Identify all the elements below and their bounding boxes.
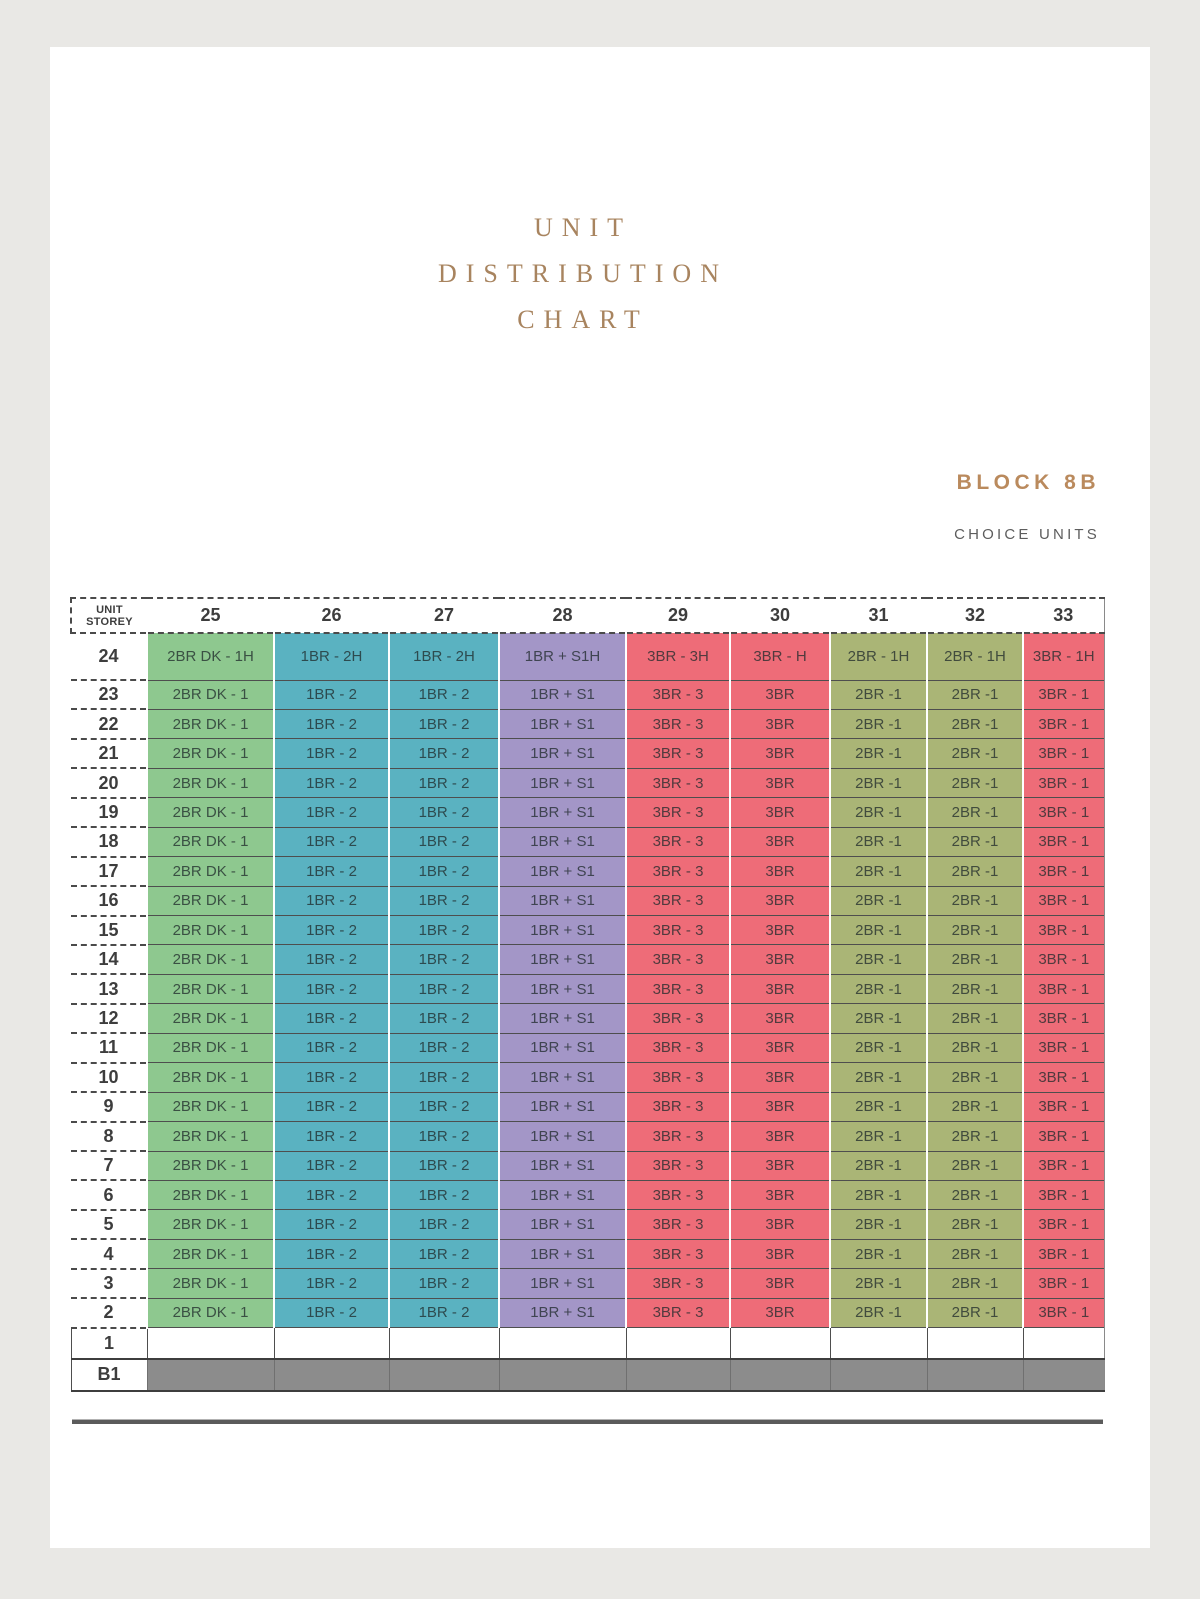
storey-label-14: 14 (71, 945, 147, 974)
cell-30-5: 3BR (730, 1210, 830, 1239)
cell-28-8: 1BR + S1 (499, 1122, 626, 1151)
cell-31-7: 2BR -1 (830, 1151, 927, 1180)
cell-25-2: 2BR DK - 1 (147, 1298, 274, 1327)
cell-27-20: 1BR - 2 (389, 768, 499, 797)
cell-29-17: 3BR - 3 (626, 857, 730, 886)
cell-25-21: 2BR DK - 1 (147, 739, 274, 768)
cell-26-11: 1BR - 2 (274, 1033, 389, 1062)
cell-27-2: 1BR - 2 (389, 1298, 499, 1327)
page (50, 47, 1150, 1548)
table-row-6 (71, 1180, 1104, 1209)
storey-label-10: 10 (71, 1063, 147, 1092)
cell-27-22: 1BR - 2 (389, 709, 499, 738)
cell-28-14: 1BR + S1 (499, 945, 626, 974)
cell-28-16: 1BR + S1 (499, 886, 626, 915)
cell-26-18: 1BR - 2 (274, 827, 389, 856)
cell-31-8: 2BR -1 (830, 1122, 927, 1151)
storey-label-23: 23 (71, 680, 147, 709)
table-row-B1 (71, 1359, 1104, 1391)
cell-30-7: 3BR (730, 1151, 830, 1180)
cell-30-17: 3BR (730, 857, 830, 886)
cell-25-7: 2BR DK - 1 (147, 1151, 274, 1180)
storey-label-21: 21 (71, 739, 147, 768)
table-row-8 (71, 1122, 1104, 1151)
cell-25-6: 2BR DK - 1 (147, 1180, 274, 1209)
unit-table (70, 597, 1105, 1392)
cell-25-11: 2BR DK - 1 (147, 1033, 274, 1062)
cell-25-B1 (147, 1359, 274, 1391)
cell-27-8: 1BR - 2 (389, 1122, 499, 1151)
table-row-16 (71, 886, 1104, 915)
table-row-20 (71, 768, 1104, 797)
cell-28-7: 1BR + S1 (499, 1151, 626, 1180)
cell-30-18: 3BR (730, 827, 830, 856)
cell-29-19: 3BR - 3 (626, 798, 730, 827)
cell-29-16: 3BR - 3 (626, 886, 730, 915)
cell-25-18: 2BR DK - 1 (147, 827, 274, 856)
cell-26-13: 1BR - 2 (274, 974, 389, 1003)
cell-32-9: 2BR -1 (927, 1092, 1023, 1121)
cell-33-4: 3BR - 1 (1023, 1239, 1104, 1268)
cell-26-6: 1BR - 2 (274, 1180, 389, 1209)
cell-25-9: 2BR DK - 1 (147, 1092, 274, 1121)
cell-26-8: 1BR - 2 (274, 1122, 389, 1151)
storey-label-6: 6 (71, 1180, 147, 1209)
cell-29-B1 (626, 1359, 730, 1391)
cell-32-3: 2BR -1 (927, 1269, 1023, 1298)
cell-27-15: 1BR - 2 (389, 916, 499, 945)
cell-33-13: 3BR - 1 (1023, 974, 1104, 1003)
cell-30-13: 3BR (730, 974, 830, 1003)
storey-label-5: 5 (71, 1210, 147, 1239)
storey-label-7: 7 (71, 1151, 147, 1180)
cell-32-5: 2BR -1 (927, 1210, 1023, 1239)
cell-31-4: 2BR -1 (830, 1239, 927, 1268)
cell-33-14: 3BR - 1 (1023, 945, 1104, 974)
cell-30-2: 3BR (730, 1298, 830, 1327)
column-header-31: 31 (830, 598, 927, 633)
cell-33-8: 3BR - 1 (1023, 1122, 1104, 1151)
table-row-15 (71, 916, 1104, 945)
column-header-26: 26 (274, 598, 389, 633)
cell-28-1 (499, 1328, 626, 1359)
cell-29-18: 3BR - 3 (626, 827, 730, 856)
cell-27-7: 1BR - 2 (389, 1151, 499, 1180)
cell-29-13: 3BR - 3 (626, 974, 730, 1003)
cell-32-21: 2BR -1 (927, 739, 1023, 768)
cell-32-16: 2BR -1 (927, 886, 1023, 915)
cell-31-20: 2BR -1 (830, 768, 927, 797)
cell-27-1 (389, 1328, 499, 1359)
column-header-27: 27 (389, 598, 499, 633)
cell-29-24: 3BR - 3H (626, 633, 730, 680)
cell-29-22: 3BR - 3 (626, 709, 730, 738)
cell-33-17: 3BR - 1 (1023, 857, 1104, 886)
cell-32-18: 2BR -1 (927, 827, 1023, 856)
cell-30-23: 3BR (730, 680, 830, 709)
cell-31-10: 2BR -1 (830, 1063, 927, 1092)
cell-28-24: 1BR + S1H (499, 633, 626, 680)
cell-28-18: 1BR + S1 (499, 827, 626, 856)
cell-31-24: 2BR - 1H (830, 633, 927, 680)
cell-32-24: 2BR - 1H (927, 633, 1023, 680)
cell-29-7: 3BR - 3 (626, 1151, 730, 1180)
cell-27-5: 1BR - 2 (389, 1210, 499, 1239)
cell-30-1 (730, 1328, 830, 1359)
cell-29-15: 3BR - 3 (626, 916, 730, 945)
cell-31-17: 2BR -1 (830, 857, 927, 886)
cell-31-1 (830, 1328, 927, 1359)
cell-30-14: 3BR (730, 945, 830, 974)
cell-25-12: 2BR DK - 1 (147, 1004, 274, 1033)
cell-29-3: 3BR - 3 (626, 1269, 730, 1298)
cell-31-14: 2BR -1 (830, 945, 927, 974)
cell-28-13: 1BR + S1 (499, 974, 626, 1003)
cell-29-21: 3BR - 3 (626, 739, 730, 768)
cell-28-B1 (499, 1359, 626, 1391)
cell-25-15: 2BR DK - 1 (147, 916, 274, 945)
column-header-32: 32 (927, 598, 1023, 633)
column-header-30: 30 (730, 598, 830, 633)
table-row-3 (71, 1269, 1104, 1298)
cell-25-14: 2BR DK - 1 (147, 945, 274, 974)
cell-25-16: 2BR DK - 1 (147, 886, 274, 915)
cell-26-17: 1BR - 2 (274, 857, 389, 886)
cell-28-2: 1BR + S1 (499, 1298, 626, 1327)
cell-27-9: 1BR - 2 (389, 1092, 499, 1121)
cell-28-23: 1BR + S1 (499, 680, 626, 709)
cell-33-6: 3BR - 1 (1023, 1180, 1104, 1209)
cell-32-2: 2BR -1 (927, 1298, 1023, 1327)
cell-32-17: 2BR -1 (927, 857, 1023, 886)
table-row-14 (71, 945, 1104, 974)
table-row-21 (71, 739, 1104, 768)
cell-29-5: 3BR - 3 (626, 1210, 730, 1239)
cell-25-8: 2BR DK - 1 (147, 1122, 274, 1151)
cell-33-22: 3BR - 1 (1023, 709, 1104, 738)
cell-30-19: 3BR (730, 798, 830, 827)
cell-31-22: 2BR -1 (830, 709, 927, 738)
cell-30-B1 (730, 1359, 830, 1391)
cell-33-3: 3BR - 1 (1023, 1269, 1104, 1298)
cell-27-13: 1BR - 2 (389, 974, 499, 1003)
storey-label-11: 11 (71, 1033, 147, 1062)
cell-26-12: 1BR - 2 (274, 1004, 389, 1033)
table-row-13 (71, 974, 1104, 1003)
storey-label-12: 12 (71, 1004, 147, 1033)
cell-31-15: 2BR -1 (830, 916, 927, 945)
column-header-29: 29 (626, 598, 730, 633)
cell-32-20: 2BR -1 (927, 768, 1023, 797)
table-row-17 (71, 857, 1104, 886)
cell-31-23: 2BR -1 (830, 680, 927, 709)
table-row-2 (71, 1298, 1104, 1327)
storey-label-17: 17 (71, 857, 147, 886)
storey-label-20: 20 (71, 768, 147, 797)
storey-label-16: 16 (71, 886, 147, 915)
cell-25-19: 2BR DK - 1 (147, 798, 274, 827)
cell-27-23: 1BR - 2 (389, 680, 499, 709)
cell-26-2: 1BR - 2 (274, 1298, 389, 1327)
cell-25-5: 2BR DK - 1 (147, 1210, 274, 1239)
cell-28-20: 1BR + S1 (499, 768, 626, 797)
cell-33-23: 3BR - 1 (1023, 680, 1104, 709)
cell-32-15: 2BR -1 (927, 916, 1023, 945)
cell-31-12: 2BR -1 (830, 1004, 927, 1033)
cell-33-15: 3BR - 1 (1023, 916, 1104, 945)
storey-label-15: 15 (71, 916, 147, 945)
cell-28-5: 1BR + S1 (499, 1210, 626, 1239)
cell-27-19: 1BR - 2 (389, 798, 499, 827)
cell-26-3: 1BR - 2 (274, 1269, 389, 1298)
storey-label-4: 4 (71, 1239, 147, 1268)
cell-33-21: 3BR - 1 (1023, 739, 1104, 768)
cell-32-B1 (927, 1359, 1023, 1391)
subtitle-choice-units: CHOICE UNITS (954, 526, 1100, 543)
cell-33-11: 3BR - 1 (1023, 1033, 1104, 1062)
cell-31-5: 2BR -1 (830, 1210, 927, 1239)
cell-32-13: 2BR -1 (927, 974, 1023, 1003)
column-header-33: 33 (1023, 598, 1104, 633)
cell-33-20: 3BR - 1 (1023, 768, 1104, 797)
page-title (33, 205, 1133, 343)
cell-31-18: 2BR -1 (830, 827, 927, 856)
cell-32-12: 2BR -1 (927, 1004, 1023, 1033)
cell-28-11: 1BR + S1 (499, 1033, 626, 1062)
cell-30-22: 3BR (730, 709, 830, 738)
cell-25-3: 2BR DK - 1 (147, 1269, 274, 1298)
cell-29-10: 3BR - 3 (626, 1063, 730, 1092)
cell-29-11: 3BR - 3 (626, 1033, 730, 1062)
cell-27-10: 1BR - 2 (389, 1063, 499, 1092)
block-label: BLOCK 8B (956, 471, 1100, 494)
cell-27-21: 1BR - 2 (389, 739, 499, 768)
cell-32-11: 2BR -1 (927, 1033, 1023, 1062)
cell-28-17: 1BR + S1 (499, 857, 626, 886)
storey-label-24: 24 (71, 633, 147, 680)
cell-33-B1 (1023, 1359, 1104, 1391)
cell-26-23: 1BR - 2 (274, 680, 389, 709)
cell-27-12: 1BR - 2 (389, 1004, 499, 1033)
cell-28-21: 1BR + S1 (499, 739, 626, 768)
cell-28-4: 1BR + S1 (499, 1239, 626, 1268)
table-row-12 (71, 1004, 1104, 1033)
page-title-line-1: UNIT (533, 213, 633, 242)
table-row-18 (71, 827, 1104, 856)
cell-25-17: 2BR DK - 1 (147, 857, 274, 886)
storey-label-18: 18 (71, 827, 147, 856)
storey-label-19: 19 (71, 798, 147, 827)
cell-30-16: 3BR (730, 886, 830, 915)
cell-26-4: 1BR - 2 (274, 1239, 389, 1268)
cell-25-20: 2BR DK - 1 (147, 768, 274, 797)
cell-28-3: 1BR + S1 (499, 1269, 626, 1298)
cell-29-4: 3BR - 3 (626, 1239, 730, 1268)
table-row-7 (71, 1151, 1104, 1180)
cell-33-10: 3BR - 1 (1023, 1063, 1104, 1092)
table-row-22 (71, 709, 1104, 738)
cell-30-9: 3BR (730, 1092, 830, 1121)
table-row-11 (71, 1033, 1104, 1062)
cell-32-8: 2BR -1 (927, 1122, 1023, 1151)
cell-28-12: 1BR + S1 (499, 1004, 626, 1033)
cell-32-22: 2BR -1 (927, 709, 1023, 738)
cell-30-4: 3BR (730, 1239, 830, 1268)
storey-label-3: 3 (71, 1269, 147, 1298)
cell-29-8: 3BR - 3 (626, 1122, 730, 1151)
table-row-23 (71, 680, 1104, 709)
cell-29-23: 3BR - 3 (626, 680, 730, 709)
cell-28-6: 1BR + S1 (499, 1180, 626, 1209)
storey-label-1: 1 (71, 1328, 147, 1359)
cell-31-6: 2BR -1 (830, 1180, 927, 1209)
cell-25-24: 2BR DK - 1H (147, 633, 274, 680)
storey-label-B1: B1 (71, 1359, 147, 1391)
cell-27-18: 1BR - 2 (389, 827, 499, 856)
cell-32-6: 2BR -1 (927, 1180, 1023, 1209)
cell-26-7: 1BR - 2 (274, 1151, 389, 1180)
cell-25-4: 2BR DK - 1 (147, 1239, 274, 1268)
cell-31-3: 2BR -1 (830, 1269, 927, 1298)
cell-30-6: 3BR (730, 1180, 830, 1209)
cell-29-1 (626, 1328, 730, 1359)
cell-33-1 (1023, 1328, 1104, 1359)
storey-label-9: 9 (71, 1092, 147, 1121)
cell-27-17: 1BR - 2 (389, 857, 499, 886)
cell-26-10: 1BR - 2 (274, 1063, 389, 1092)
page-title-line-2: DISTRIBUTION (438, 259, 728, 288)
cell-26-9: 1BR - 2 (274, 1092, 389, 1121)
cell-26-20: 1BR - 2 (274, 768, 389, 797)
table-row-10 (71, 1063, 1104, 1092)
cell-32-4: 2BR -1 (927, 1239, 1023, 1268)
corner-label: UNIT STOREY (71, 598, 147, 633)
cell-30-8: 3BR (730, 1122, 830, 1151)
table-row-4 (71, 1239, 1104, 1268)
cell-28-9: 1BR + S1 (499, 1092, 626, 1121)
cell-26-21: 1BR - 2 (274, 739, 389, 768)
cell-27-4: 1BR - 2 (389, 1239, 499, 1268)
cell-33-9: 3BR - 1 (1023, 1092, 1104, 1121)
cell-32-10: 2BR -1 (927, 1063, 1023, 1092)
cell-29-9: 3BR - 3 (626, 1092, 730, 1121)
bottom-rule (72, 1419, 1103, 1424)
cell-27-24: 1BR - 2H (389, 633, 499, 680)
cell-30-21: 3BR (730, 739, 830, 768)
cell-26-5: 1BR - 2 (274, 1210, 389, 1239)
storey-label-22: 22 (71, 709, 147, 738)
page-title-line-3: CHART (517, 305, 649, 334)
cell-28-19: 1BR + S1 (499, 798, 626, 827)
cell-29-6: 3BR - 3 (626, 1180, 730, 1209)
cell-28-10: 1BR + S1 (499, 1063, 626, 1092)
unit-distribution-table-wrap (70, 597, 1105, 1392)
cell-26-24: 1BR - 2H (274, 633, 389, 680)
cell-27-B1 (389, 1359, 499, 1391)
cell-33-16: 3BR - 1 (1023, 886, 1104, 915)
cell-31-16: 2BR -1 (830, 886, 927, 915)
storey-label-2: 2 (71, 1298, 147, 1327)
cell-31-19: 2BR -1 (830, 798, 927, 827)
cell-33-2: 3BR - 1 (1023, 1298, 1104, 1327)
cell-31-2: 2BR -1 (830, 1298, 927, 1327)
cell-26-14: 1BR - 2 (274, 945, 389, 974)
cell-33-24: 3BR - 1H (1023, 633, 1104, 680)
cell-33-18: 3BR - 1 (1023, 827, 1104, 856)
cell-31-21: 2BR -1 (830, 739, 927, 768)
cell-25-22: 2BR DK - 1 (147, 709, 274, 738)
cell-26-B1 (274, 1359, 389, 1391)
cell-27-6: 1BR - 2 (389, 1180, 499, 1209)
column-header-25: 25 (147, 598, 274, 633)
cell-30-20: 3BR (730, 768, 830, 797)
cell-33-7: 3BR - 1 (1023, 1151, 1104, 1180)
table-row-1 (71, 1328, 1104, 1359)
cell-31-B1 (830, 1359, 927, 1391)
cell-30-3: 3BR (730, 1269, 830, 1298)
cell-30-15: 3BR (730, 916, 830, 945)
cell-30-12: 3BR (730, 1004, 830, 1033)
storey-label-8: 8 (71, 1122, 147, 1151)
cell-33-19: 3BR - 1 (1023, 798, 1104, 827)
cell-29-20: 3BR - 3 (626, 768, 730, 797)
cell-32-7: 2BR -1 (927, 1151, 1023, 1180)
cell-27-16: 1BR - 2 (389, 886, 499, 915)
table-row-9 (71, 1092, 1104, 1121)
cell-25-10: 2BR DK - 1 (147, 1063, 274, 1092)
cell-33-5: 3BR - 1 (1023, 1210, 1104, 1239)
storey-label-13: 13 (71, 974, 147, 1003)
cell-32-14: 2BR -1 (927, 945, 1023, 974)
cell-26-15: 1BR - 2 (274, 916, 389, 945)
cell-26-16: 1BR - 2 (274, 886, 389, 915)
cell-29-2: 3BR - 3 (626, 1298, 730, 1327)
cell-31-9: 2BR -1 (830, 1092, 927, 1121)
cell-27-3: 1BR - 2 (389, 1269, 499, 1298)
cell-31-11: 2BR -1 (830, 1033, 927, 1062)
cell-26-1 (274, 1328, 389, 1359)
cell-32-19: 2BR -1 (927, 798, 1023, 827)
column-header-28: 28 (499, 598, 626, 633)
cell-27-11: 1BR - 2 (389, 1033, 499, 1062)
cell-30-24: 3BR - H (730, 633, 830, 680)
cell-30-11: 3BR (730, 1033, 830, 1062)
table-row-5 (71, 1210, 1104, 1239)
cell-28-22: 1BR + S1 (499, 709, 626, 738)
cell-27-14: 1BR - 2 (389, 945, 499, 974)
cell-28-15: 1BR + S1 (499, 916, 626, 945)
cell-25-13: 2BR DK - 1 (147, 974, 274, 1003)
cell-26-19: 1BR - 2 (274, 798, 389, 827)
cell-29-14: 3BR - 3 (626, 945, 730, 974)
table-row-24 (71, 633, 1104, 680)
cell-25-1 (147, 1328, 274, 1359)
cell-32-1 (927, 1328, 1023, 1359)
cell-26-22: 1BR - 2 (274, 709, 389, 738)
cell-30-10: 3BR (730, 1063, 830, 1092)
cell-33-12: 3BR - 1 (1023, 1004, 1104, 1033)
cell-31-13: 2BR -1 (830, 974, 927, 1003)
cell-29-12: 3BR - 3 (626, 1004, 730, 1033)
cell-25-23: 2BR DK - 1 (147, 680, 274, 709)
table-row-19 (71, 798, 1104, 827)
cell-32-23: 2BR -1 (927, 680, 1023, 709)
